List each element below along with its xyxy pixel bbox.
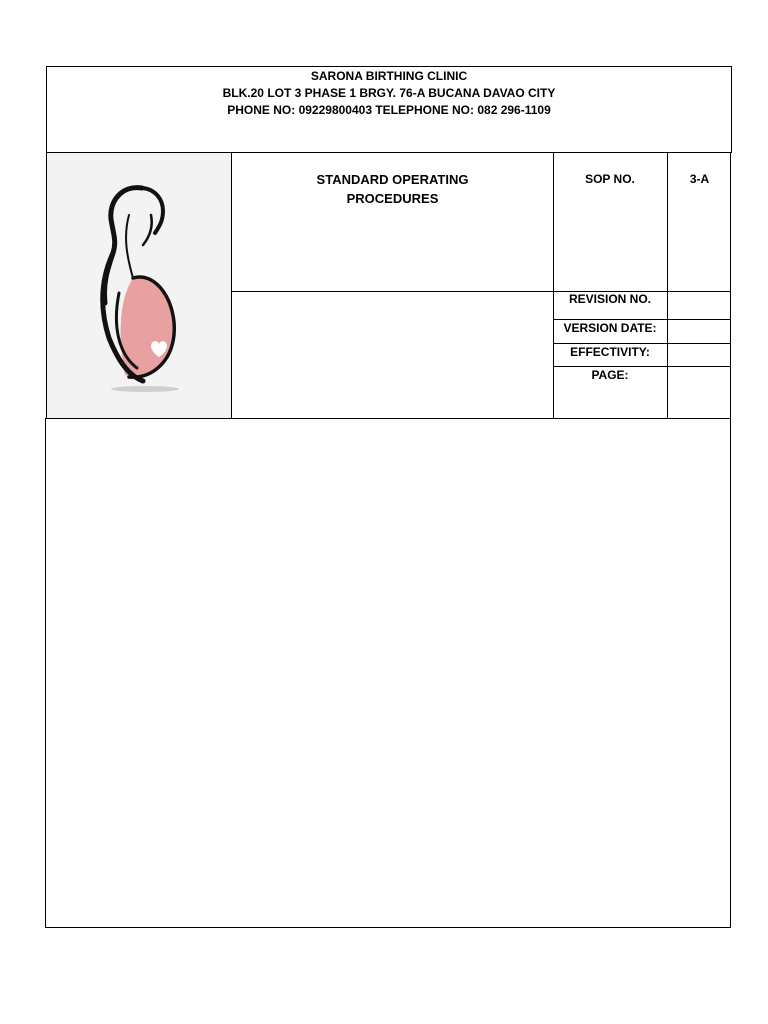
effectivity-label: EFFECTIVITY: [570,345,650,359]
sop-title-line2: PROCEDURES [346,191,439,206]
clinic-phones: PHONE NO: 09229800403 TELEPHONE NO: 082 296-1109 [227,103,551,117]
effectivity-value [668,344,731,366]
clinic-address: BLK.20 LOT 3 PHASE 1 BRGY. 76-A BUCANA DAVAO CITY [222,86,556,100]
pregnant-woman-icon [47,153,231,418]
version-date-label: VERSION DATE: [563,321,657,335]
document-body [45,418,731,928]
sop-no-label: SOP NO. [585,172,635,186]
clinic-name: SARONA BIRTHING CLINIC [310,69,468,83]
sop-no-value: 3-A [689,172,710,186]
sop-title-line1: STANDARD OPERATING [316,172,469,187]
logo-cell [46,152,232,419]
page-label: PAGE: [591,368,629,382]
revision-no-label: REVISION NO. [568,292,651,306]
page-value [668,367,731,419]
version-date-value [668,320,731,343]
revision-no-value [668,292,731,319]
